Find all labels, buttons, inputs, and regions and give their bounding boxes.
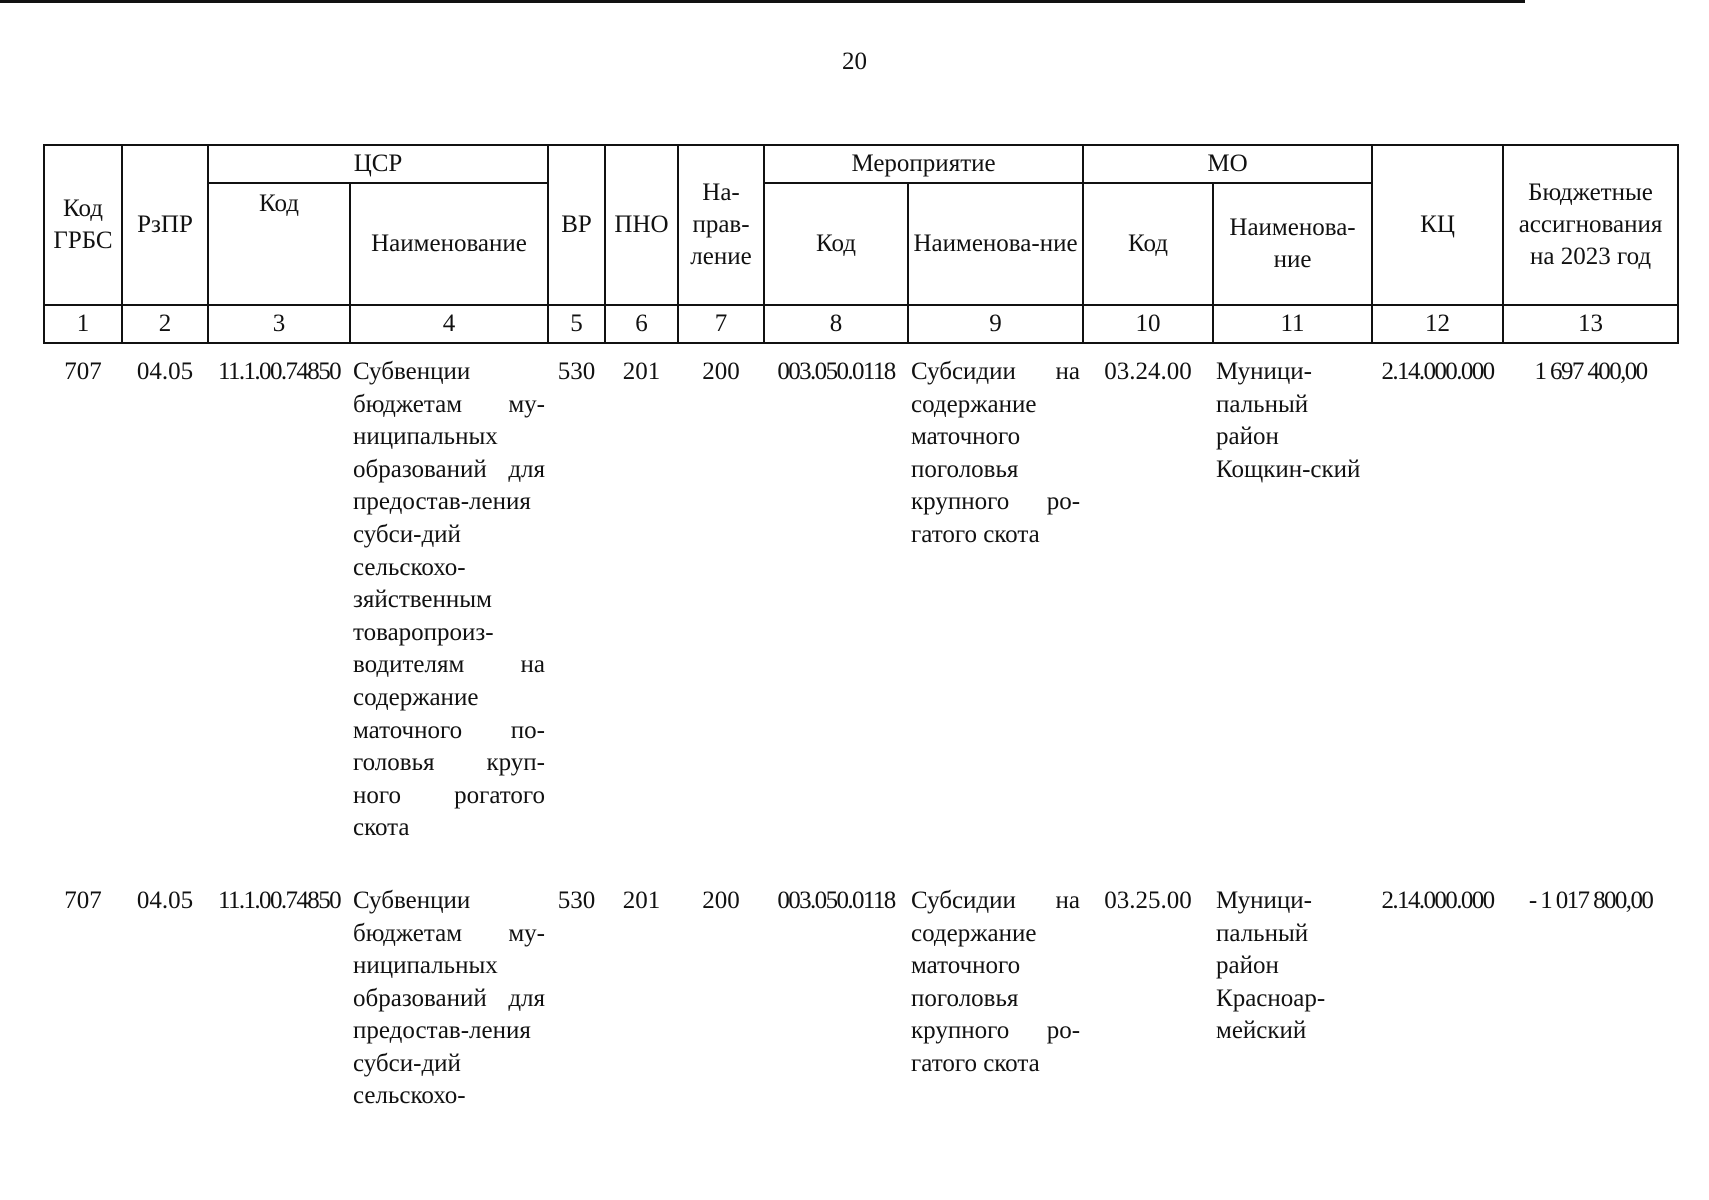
header-csr-group: ЦСР [208,145,548,183]
column-number: 4 [350,305,548,343]
header-mo-kod: Код [1083,183,1213,305]
column-number: 9 [908,305,1083,343]
table-row [44,873,1678,1141]
cell-pno: 201 [622,358,661,385]
cell-rzpr: 04.05 [136,358,194,385]
cell-csr-name: Субвенции бюджетам му-ниципальных образований для предостав-ления субси-дий сельскохо- [353,886,546,1110]
column-number: 3 [208,305,350,343]
header-kod-grbs: Код ГРБС [44,145,122,305]
cell-csr-name: Субвенции бюджетам му-ниципальных образований для предостав-ления субси-дий сельскохо-зяйственным товаропроиз-водителям на содержание маточного по-головья круп-ного рогатого скота [353,358,546,842]
cell-amount: - 1 017 800,00 [1528,886,1653,914]
column-number: 12 [1372,305,1503,343]
cell-grbs: 707 [64,358,102,385]
column-number: 2 [122,305,208,343]
cell-meropriyatie-name: Субсидии на содержание маточного поголовья крупного ро-гатого скота [911,358,1081,548]
cell-csr-kod: 11.1.00.74850 [217,886,341,914]
header-meropriyatie-kod: Код [764,183,908,305]
header-meropriyatie-group: Мероприятие [764,145,1083,183]
cell-napravlenie: 200 [702,358,740,385]
cell-napravlenie: 200 [702,886,740,914]
cell-mo-kod: 03.25.00 [1104,886,1192,914]
cell-pno: 201 [622,886,661,914]
cell-meropriyatie-kod: 003.050.0118 [777,358,895,385]
header-pno: ПНО [605,145,678,305]
budget-allocation-table [43,144,1679,1141]
header-mo-group: МО [1083,145,1372,183]
cell-mo-name: Муници-пальный район Красноар-мейский [1216,886,1326,1045]
header-rzpr: РзПР [122,145,208,305]
cell-mo-kod: 03.24.00 [1104,358,1192,385]
table-row [44,343,1678,873]
header-kc: КЦ [1372,145,1503,305]
cell-rzpr: 04.05 [136,886,194,914]
column-number-row [44,305,1678,343]
column-number: 5 [548,305,605,343]
cell-amount: 1 697 400,00 [1534,358,1647,385]
cell-meropriyatie-kod: 003.050.0118 [777,886,895,914]
cell-kc: 2.14.000.000 [1381,358,1494,385]
cell-grbs: 707 [64,886,102,914]
header-napravlenie: На-прав-ление [678,145,764,305]
page-number: 20 [842,48,867,75]
column-number: 7 [678,305,764,343]
cell-vr: 530 [557,886,596,914]
header-meropriyatie-name: Наименова-ние [908,183,1083,305]
column-number: 8 [764,305,908,343]
header-budget-assignments: Бюджетные ассигнования на 2023 год [1503,145,1678,305]
column-number: 1 [44,305,122,343]
cell-kc: 2.14.000.000 [1381,886,1494,914]
cell-meropriyatie-name: Субсидии на содержание маточного поголовья крупного ро-гатого скота [911,886,1081,1077]
header-vr: ВР [548,145,605,305]
header-csr-name: Наименование [350,183,548,305]
cell-vr: 530 [557,358,596,385]
column-number: 6 [605,305,678,343]
cell-mo-name: Муници-пальный район Кощкин-ский [1216,358,1361,483]
header-mo-name: Наименова-ние [1213,183,1372,305]
cell-csr-kod: 11.1.00.74850 [217,358,341,385]
column-number: 11 [1213,305,1372,343]
column-number: 13 [1503,305,1678,343]
column-number: 10 [1083,305,1213,343]
top-border-line [0,0,1525,3]
header-csr-kod: Код [208,183,350,305]
